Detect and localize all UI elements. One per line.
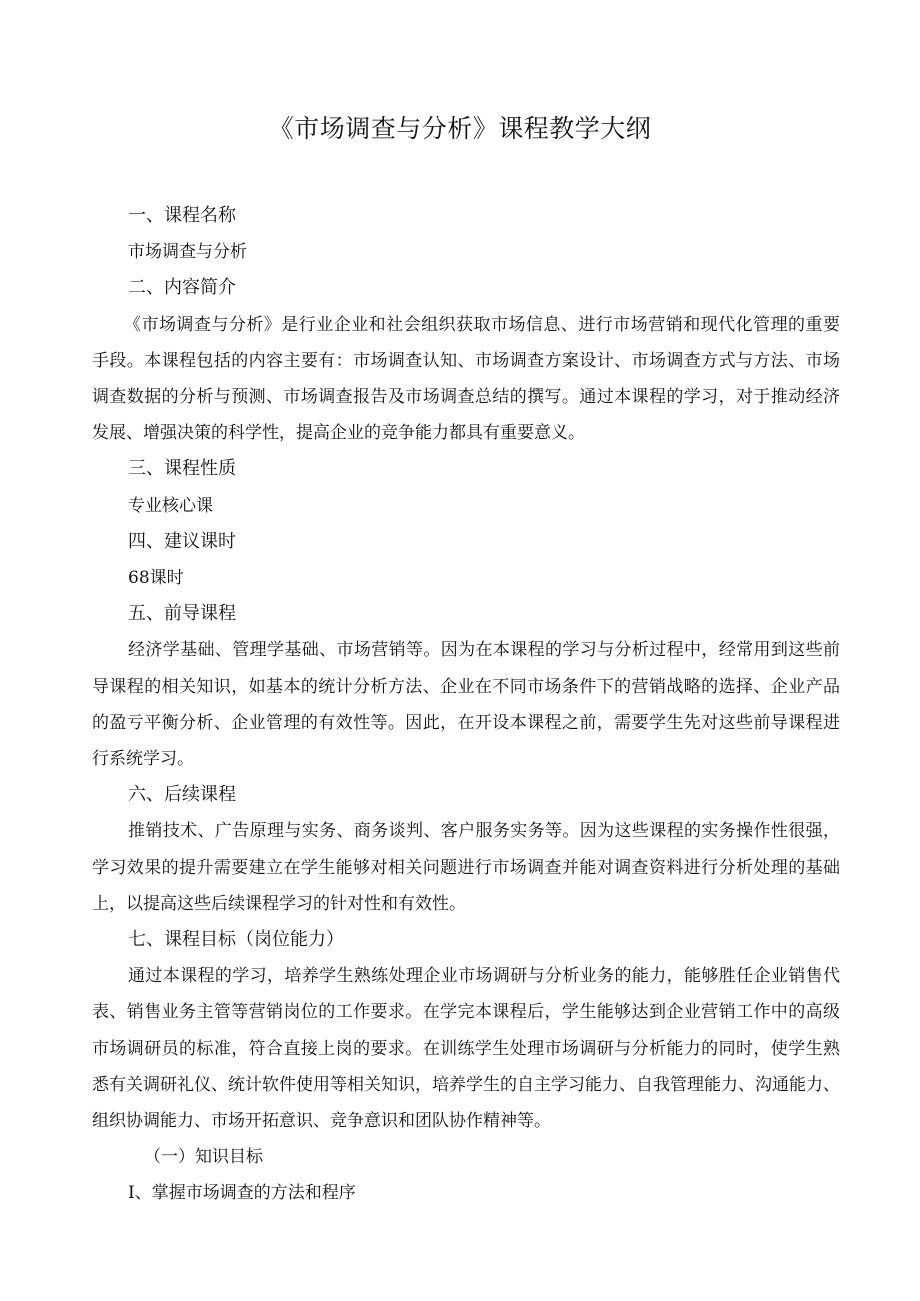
suggested-hours-text: 68课时 <box>128 568 184 589</box>
course-objectives-line: 市场调研员的标准，符合直接上岗的要求。在训练学生处理市场调研与分析能力的同时，使学生熟 <box>92 1038 840 1059</box>
course-nature-text: 专业核心课 <box>128 495 213 516</box>
course-objectives-line: 组织协调能力、市场开拓意识、竞争意识和团队协作精神等。 <box>92 1111 551 1132</box>
course-name-text: 市场调查与分析 <box>128 242 247 263</box>
content-intro-line: 发展、增强决策的科学性，提高企业的竞争能力都具有重要意义。 <box>92 423 585 444</box>
follow-up-line: 推销技术、广告原理与实务、商务谈判、客户服务实务等。因为这些课程的实务操作性很强， <box>128 821 840 842</box>
prerequisite-line: 的盈亏平衡分析、企业管理的有效性等。因此，在开设本课程之前，需要学生先对这些前导课程进 <box>92 712 840 733</box>
section-heading-content-intro: 二、内容简介 <box>128 277 236 299</box>
content-intro-line: 《市场调查与分析》是行业企业和社会组织获取市场信息、进行市场营销和现代化管理的重要 <box>124 314 840 335</box>
section-heading-prerequisite: 五、前导课程 <box>128 603 236 625</box>
knowledge-objectives-heading: （一）知识目标 <box>144 1147 263 1168</box>
follow-up-line: 学习效果的提升需要建立在学生能够对相关问题进行市场调查并能对调查资料进行分析处理的基础 <box>92 857 840 878</box>
section-heading-suggested-hours: 四、建议课时 <box>128 530 236 552</box>
content-intro-line: 手段。本课程包括的内容主要有：市场调查认知、市场调查方案设计、市场调查方式与方法、市场 <box>92 350 840 371</box>
course-objectives-line: 通过本课程的学习，培养学生熟练处理企业市场调研与分析业务的能力，能够胜任企业销售代 <box>128 966 840 987</box>
course-objectives-line: 悉有关调研礼仪、统计软件使用等相关知识，培养学生的自主学习能力、自我管理能力、沟通能力、 <box>92 1074 840 1095</box>
prerequisite-line: 经济学基础、管理学基础、市场营销等。因为在本课程的学习与分析过程中，经常用到这些前 <box>128 640 840 661</box>
section-heading-course-nature: 三、课程性质 <box>128 458 236 480</box>
course-objectives-line: 表、销售业务主管等营销岗位的工作要求。在学完本课程后，学生能够达到企业营销工作中的高级 <box>92 1002 840 1023</box>
prerequisite-line: 导课程的相关知识，如基本的统计分析方法、企业在不同市场条件下的营销战略的选择、企业产品 <box>92 676 840 697</box>
knowledge-objective-item: I、掌握市场调查的方法和程序 <box>128 1183 356 1204</box>
follow-up-line: 上，以提高这些后续课程学习的针对性和有效性。 <box>92 893 466 914</box>
prerequisite-line: 行系统学习。 <box>92 749 194 770</box>
document-body <box>92 198 840 1212</box>
section-heading-course-objectives: 七、课程目标（岗位能力） <box>128 929 344 951</box>
document-title: 《市场调查与分析》课程教学大纲 <box>268 114 652 143</box>
section-heading-course-name: 一、课程名称 <box>128 205 236 226</box>
section-heading-follow-up: 六、后续课程 <box>128 784 236 806</box>
content-intro-line: 调查数据的分析与预测、市场调查报告及市场调查总结的撰写。通过本课程的学习，对于推动经济 <box>92 387 840 408</box>
